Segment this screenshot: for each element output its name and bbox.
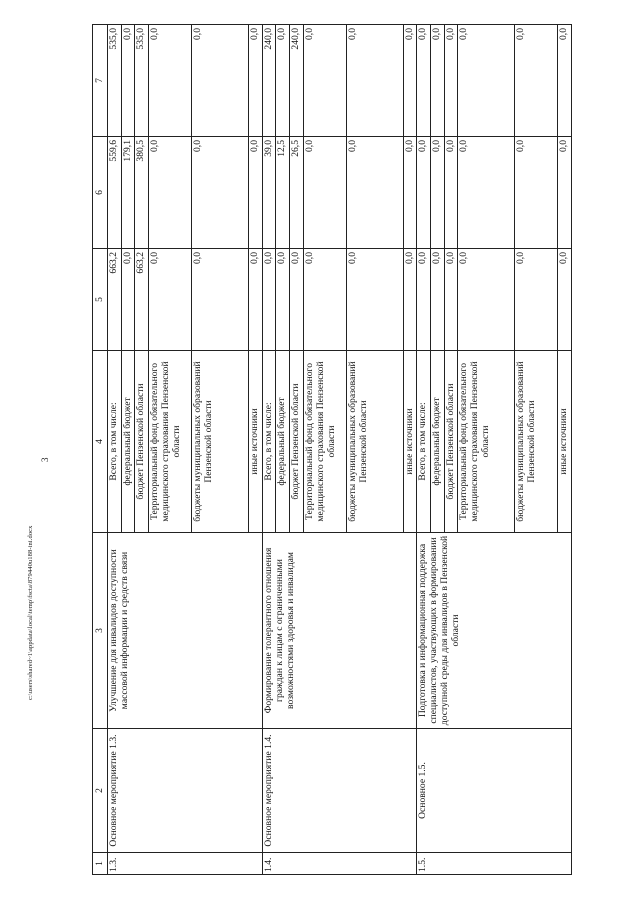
- measure-type: Основное мероприятие 1.3.: [108, 729, 263, 853]
- header-col-5: 5: [93, 249, 108, 351]
- value-col-5: 0,0: [430, 249, 444, 351]
- footer-file-path: c:\users\shared~1\appdata\local\temp\fscta\879440u188-ini.docx: [27, 525, 34, 700]
- value-col-7: 240,0: [289, 25, 303, 137]
- funding-source: иные источники: [403, 351, 417, 533]
- header-col-4: 4: [93, 351, 108, 533]
- table-body: [108, 25, 572, 875]
- value-col-6: 0,0: [444, 137, 458, 249]
- row-number: 1.3.: [108, 853, 263, 875]
- value-col-7: 535,0: [108, 25, 122, 137]
- value-col-6: 12,5: [276, 137, 290, 249]
- value-col-7: 0,0: [121, 25, 135, 137]
- value-col-6: 0,0: [248, 137, 262, 249]
- value-col-6: 0,0: [514, 137, 557, 249]
- measure-description: Подготовка и информационная поддержка специалистов, участвующих в формировании доступной среды для инвалидов в Пензенской области: [417, 533, 572, 729]
- funding-source: бюджеты муниципальных образований Пензенской области: [346, 351, 403, 533]
- measure-description: Улучшение для инвалидов доступности массовой информации и средств связи: [108, 533, 263, 729]
- value-col-6: 179,1: [121, 137, 135, 249]
- value-col-6: 0,0: [148, 137, 191, 249]
- header-col-3: 3: [93, 533, 108, 729]
- row-number: 1.4.: [262, 853, 417, 875]
- value-col-5: 0,0: [458, 249, 515, 351]
- table-row: [262, 25, 276, 875]
- value-col-6: 559,6: [108, 137, 122, 249]
- value-col-6: 39,0: [262, 137, 276, 249]
- value-col-5: 0,0: [276, 249, 290, 351]
- value-col-5: 0,0: [444, 249, 458, 351]
- value-col-7: 0,0: [444, 25, 458, 137]
- funding-source: федеральный бюджет: [430, 351, 444, 533]
- table-row: [417, 25, 431, 875]
- value-col-6: 0,0: [192, 137, 249, 249]
- value-col-5: 0,0: [303, 249, 346, 351]
- value-col-7: 535,0: [135, 25, 149, 137]
- funding-source: Территориальный фонд обязательного медицинского страхования Пензенской области: [148, 351, 191, 533]
- value-col-7: 240,0: [262, 25, 276, 137]
- value-col-6: 0,0: [303, 137, 346, 249]
- value-col-7: 0,0: [303, 25, 346, 137]
- value-col-5: 0,0: [403, 249, 417, 351]
- value-col-5: 0,0: [248, 249, 262, 351]
- value-col-5: 0,0: [289, 249, 303, 351]
- value-col-5: 0,0: [262, 249, 276, 351]
- value-col-7: 0,0: [458, 25, 515, 137]
- value-col-7: 0,0: [417, 25, 431, 137]
- rotated-table-wrapper: [92, 25, 572, 875]
- value-col-6: 0,0: [458, 137, 515, 249]
- value-col-6: 380,5: [135, 137, 149, 249]
- value-col-5: 0,0: [417, 249, 431, 351]
- value-col-5: 0,0: [121, 249, 135, 351]
- funding-source: бюджет Пензенской области: [444, 351, 458, 533]
- funding-source: Всего, в том числе:: [262, 351, 276, 533]
- value-col-6: 0,0: [430, 137, 444, 249]
- value-col-5: 0,0: [558, 249, 572, 351]
- header-col-6: 6: [93, 137, 108, 249]
- value-col-7: 0,0: [248, 25, 262, 137]
- row-number: 1.5.: [417, 853, 572, 875]
- value-col-6: 0,0: [346, 137, 403, 249]
- value-col-7: 0,0: [430, 25, 444, 137]
- value-col-6: 0,0: [558, 137, 572, 249]
- value-col-5: 0,0: [514, 249, 557, 351]
- funding-source: бюджеты муниципальных образований Пензенской области: [192, 351, 249, 533]
- funding-source: Территориальный фонд обязательного медицинского страхования Пензенской области: [303, 351, 346, 533]
- value-col-7: 0,0: [558, 25, 572, 137]
- value-col-5: 0,0: [148, 249, 191, 351]
- value-col-7: 0,0: [276, 25, 290, 137]
- funding-source: федеральный бюджет: [121, 351, 135, 533]
- funding-source: бюджет Пензенской области: [135, 351, 149, 533]
- funding-source: иные источники: [248, 351, 262, 533]
- funding-source: Всего, в том числе:: [417, 351, 431, 533]
- value-col-7: 0,0: [514, 25, 557, 137]
- value-col-5: 663,2: [135, 249, 149, 351]
- value-col-7: 0,0: [148, 25, 191, 137]
- funding-table: [92, 24, 572, 875]
- measure-type: Основное мероприятие 1.4.: [262, 729, 417, 853]
- value-col-6: 26,5: [289, 137, 303, 249]
- measure-type: Основное 1.5.: [417, 729, 572, 853]
- funding-source: бюджеты муниципальных образований Пензенской области: [514, 351, 557, 533]
- table-header: [93, 25, 108, 875]
- table-row: [108, 25, 122, 875]
- header-col-1: 1: [93, 853, 108, 875]
- value-col-5: 663,2: [108, 249, 122, 351]
- header-col-2: 2: [93, 729, 108, 853]
- measure-description: Формирование толерантного отношения граждан к лицам с ограниченными возможностями здоровья и инвалидам: [262, 533, 417, 729]
- value-col-7: 0,0: [403, 25, 417, 137]
- value-col-7: 0,0: [346, 25, 403, 137]
- value-col-7: 0,0: [192, 25, 249, 137]
- funding-source: бюджет Пензенской области: [289, 351, 303, 533]
- value-col-5: 0,0: [346, 249, 403, 351]
- funding-source: Территориальный фонд обязательного медицинского страхования Пензенской области: [458, 351, 515, 533]
- value-col-6: 0,0: [403, 137, 417, 249]
- page-number: 3: [40, 457, 50, 462]
- funding-source: федеральный бюджет: [276, 351, 290, 533]
- value-col-5: 0,0: [192, 249, 249, 351]
- funding-source: Всего, в том числе:: [108, 351, 122, 533]
- header-col-7: 7: [93, 25, 108, 137]
- funding-source: иные источники: [558, 351, 572, 533]
- value-col-6: 0,0: [417, 137, 431, 249]
